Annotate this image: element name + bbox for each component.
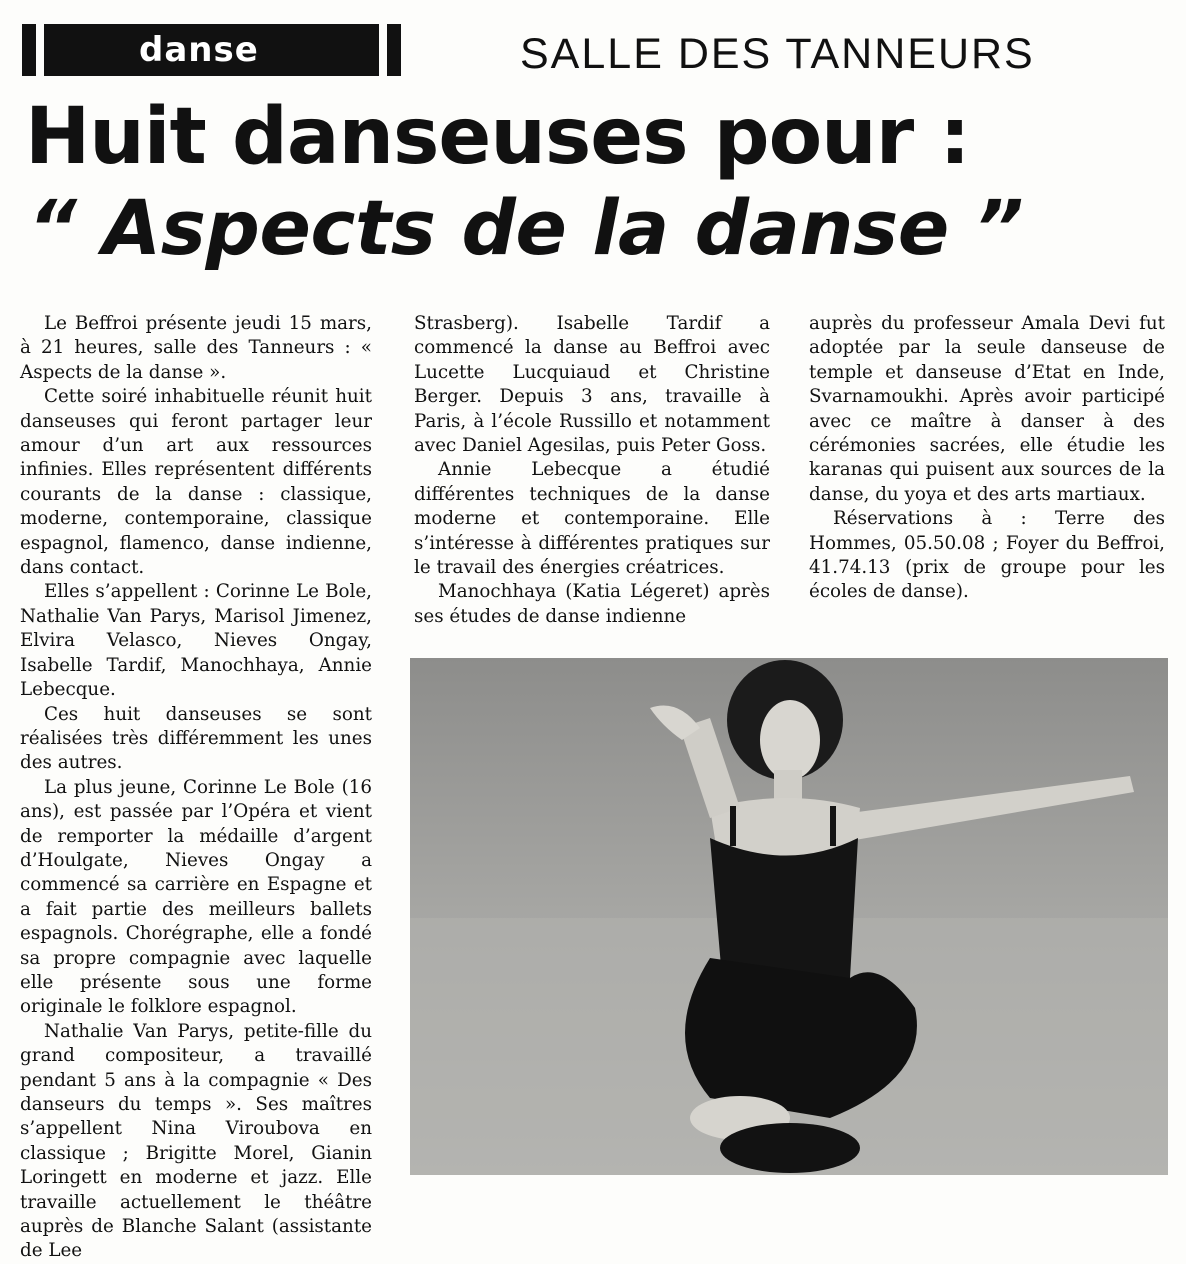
headline-line-2: “ Aspects de la danse ” (28, 183, 1024, 272)
paragraph: Cette soiré inhabituelle réunit huit danseuses qui feront partager leur amour d’un art aux ressources infinies. Elles représentent différents courants de la danse : classique, moderne, contemporaine, classique espagnol, flamenco, danse indienne, dans contact. (20, 386, 372, 579)
rubric-label: danse (44, 24, 379, 76)
paragraph: La plus jeune, Corinne Le Bole (16 ans), est passée par l’Opéra et vient de remporter la médaille d’argent d’Houlgate, Nieves Ongay a commencé sa carrière en Espagne et a fait partie des meilleurs ballets espagnols. Chorégraphe, elle a fondé sa propre compagnie avec laquelle elle présente sous une forme originale le folklore espagnol. (20, 776, 372, 1018)
paragraph: Ces huit danseuses se sont réalisées très différemment les unes des autres. (20, 703, 372, 774)
dancer-photo (410, 658, 1168, 1175)
paragraph: Strasberg). Isabelle Tardif a commencé la danse au Beffroi avec Lucette Lucquiaud et Christine Berger. Depuis 3 ans, travaille à Paris, à l’école Russillo et notamment avec Daniel Agesilas, puis Peter Goss. (414, 313, 770, 457)
rubric-right-bar (387, 24, 401, 76)
article-column-2 (414, 312, 770, 629)
paragraph: Manochhaya (Katia Légeret) après ses études de danse indienne (414, 581, 770, 627)
section-rubric (22, 24, 401, 76)
paragraph: Elles s’appellent : Corinne Le Bole, Nathalie Van Parys, Marisol Jimenez, Elvira Velasco, Nieves Ongay, Isabelle Tardif, Manochhaya, Annie Lebecque. (20, 581, 372, 701)
paragraph: Réservations à : Terre des Hommes, 05.50.08 ; Foyer du Beffroi, 41.74.13 (prix de groupe pour les écoles de danse). (809, 508, 1165, 603)
paragraph: Nathalie Van Parys, petite-fille du grand compositeur, a travaillé pendant 5 ans à la compagnie « Des danseurs du temps ». Ses maîtres s’appellent Nina Viroubova en classique ; Brigitte Morel, Gianin Loringett en moderne et jazz. Elle travaille actuellement le théâtre auprès de Blanche Salant (assistante de Lee (20, 1020, 372, 1262)
article-column-1 (20, 312, 372, 1264)
paragraph: Le Beffroi présente jeudi 15 mars, à 21 heures, salle des Tanneurs : « Aspects de la danse ». (20, 313, 372, 383)
paragraph: auprès du professeur Amala Devi fut adoptée par la seule danseuse de temple et danseuse d’Etat en Inde, Svarnamoukhi. Après avoir participé avec ce maître à danser à des cérémonies sacrées, elle étudie les karanas qui puisent aux sources de la danse, du yoya et des arts martiaux. (809, 313, 1165, 505)
kicker: SALLE DES TANNEURS (520, 30, 1035, 78)
headline-line-1: Huit danseuses pour : (25, 92, 970, 182)
article-column-3 (809, 312, 1165, 605)
dancer-photo-illustration (410, 658, 1168, 1175)
rubric-left-bar (22, 24, 36, 76)
paragraph: Annie Lebecque a étudié différentes techniques de la danse moderne et contemporaine. Elle s’intéresse à différentes pratiques sur le travail des énergies créatrices. (414, 459, 770, 579)
